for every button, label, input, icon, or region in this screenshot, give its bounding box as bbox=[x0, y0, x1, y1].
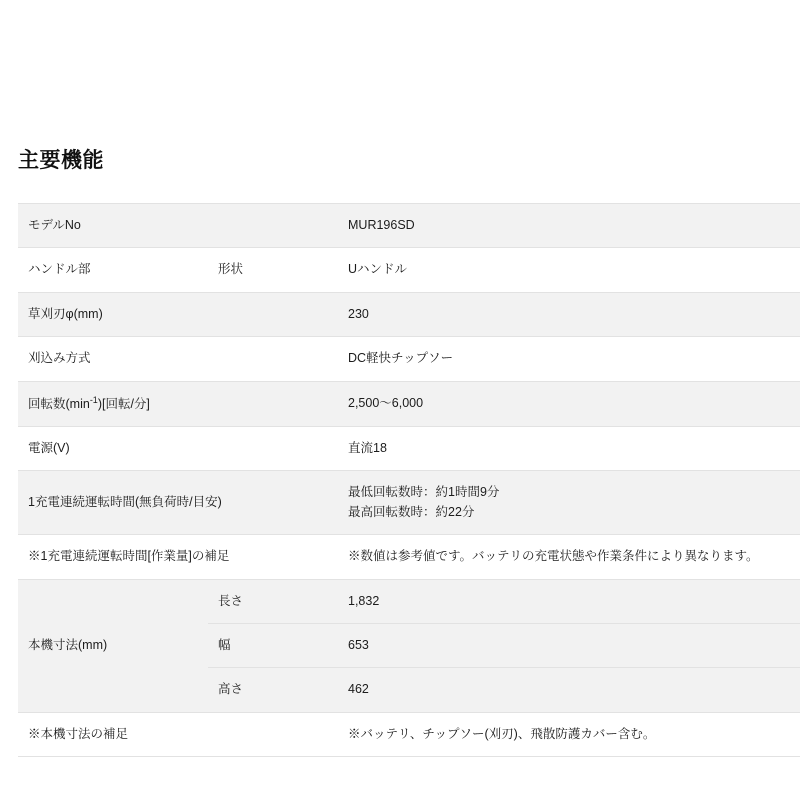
table-row bbox=[18, 535, 800, 579]
row-sublabel bbox=[208, 381, 338, 427]
row-label: ハンドル部 bbox=[28, 262, 91, 277]
row-sublabel bbox=[208, 471, 338, 535]
table-row bbox=[18, 471, 800, 535]
row-label: ※本機寸法の補足 bbox=[28, 726, 129, 741]
row-label: ※1充電連続運転時間[作業量]の補足 bbox=[28, 549, 230, 564]
row-value: Uハンドル bbox=[348, 262, 408, 277]
row-value-line: 最高回転数時：約22分 bbox=[348, 504, 475, 519]
specifications-table bbox=[18, 203, 800, 757]
row-value bbox=[338, 471, 800, 535]
row-value-line: 最低回転数時：約1時間9分 bbox=[348, 485, 500, 500]
row-value: 直流18 bbox=[348, 441, 387, 456]
row-label: 本機寸法(mm) bbox=[28, 637, 108, 652]
row-label-superscript: -1 bbox=[89, 394, 98, 405]
row-label-post: )[回転/分] bbox=[97, 396, 150, 411]
table-row bbox=[18, 248, 800, 292]
row-value: 230 bbox=[348, 306, 369, 321]
row-sublabel bbox=[208, 292, 338, 336]
row-value: 462 bbox=[338, 668, 800, 712]
table-row bbox=[18, 204, 800, 248]
row-value: ※バッテリ、チップソー(刈刃)、飛散防護カバー含む。 bbox=[348, 726, 656, 741]
row-sublabel bbox=[208, 204, 338, 248]
row-label: 電源(V) bbox=[28, 441, 70, 456]
row-sublabel: 形状 bbox=[218, 262, 244, 277]
row-label: モデルNo bbox=[28, 218, 81, 232]
row-sublabel bbox=[208, 712, 338, 756]
table-row bbox=[18, 292, 800, 336]
row-sublabel: 長さ bbox=[218, 593, 244, 608]
table-row bbox=[18, 427, 800, 471]
row-value: 1,832 bbox=[348, 593, 380, 608]
row-label: 草刈刃φ(mm) bbox=[28, 306, 103, 321]
row-value: MUR196SD bbox=[348, 218, 415, 232]
row-label-pre: 回転数(min bbox=[28, 396, 90, 411]
table-row bbox=[18, 579, 800, 623]
table-row bbox=[18, 381, 800, 427]
row-label: 刈込み方式 bbox=[28, 351, 91, 366]
row-sublabel bbox=[208, 337, 338, 381]
page-title: 主要機能 bbox=[18, 149, 104, 173]
row-sublabel bbox=[208, 427, 338, 471]
row-label bbox=[18, 381, 208, 427]
row-sublabel: 幅 bbox=[208, 623, 338, 667]
row-sublabel: 高さ bbox=[208, 668, 338, 712]
row-value: 653 bbox=[338, 623, 800, 667]
row-value: 2,500〜6,000 bbox=[348, 396, 424, 411]
table-row bbox=[18, 712, 800, 756]
row-value: ※数値は参考値です。バッテリの充電状態や作業条件により異なります。 bbox=[348, 549, 759, 564]
table-row bbox=[18, 337, 800, 381]
row-label: 1充電連続運転時間(無負荷時/目安) bbox=[28, 495, 222, 510]
row-value: DC軽快チップソー bbox=[348, 351, 454, 366]
